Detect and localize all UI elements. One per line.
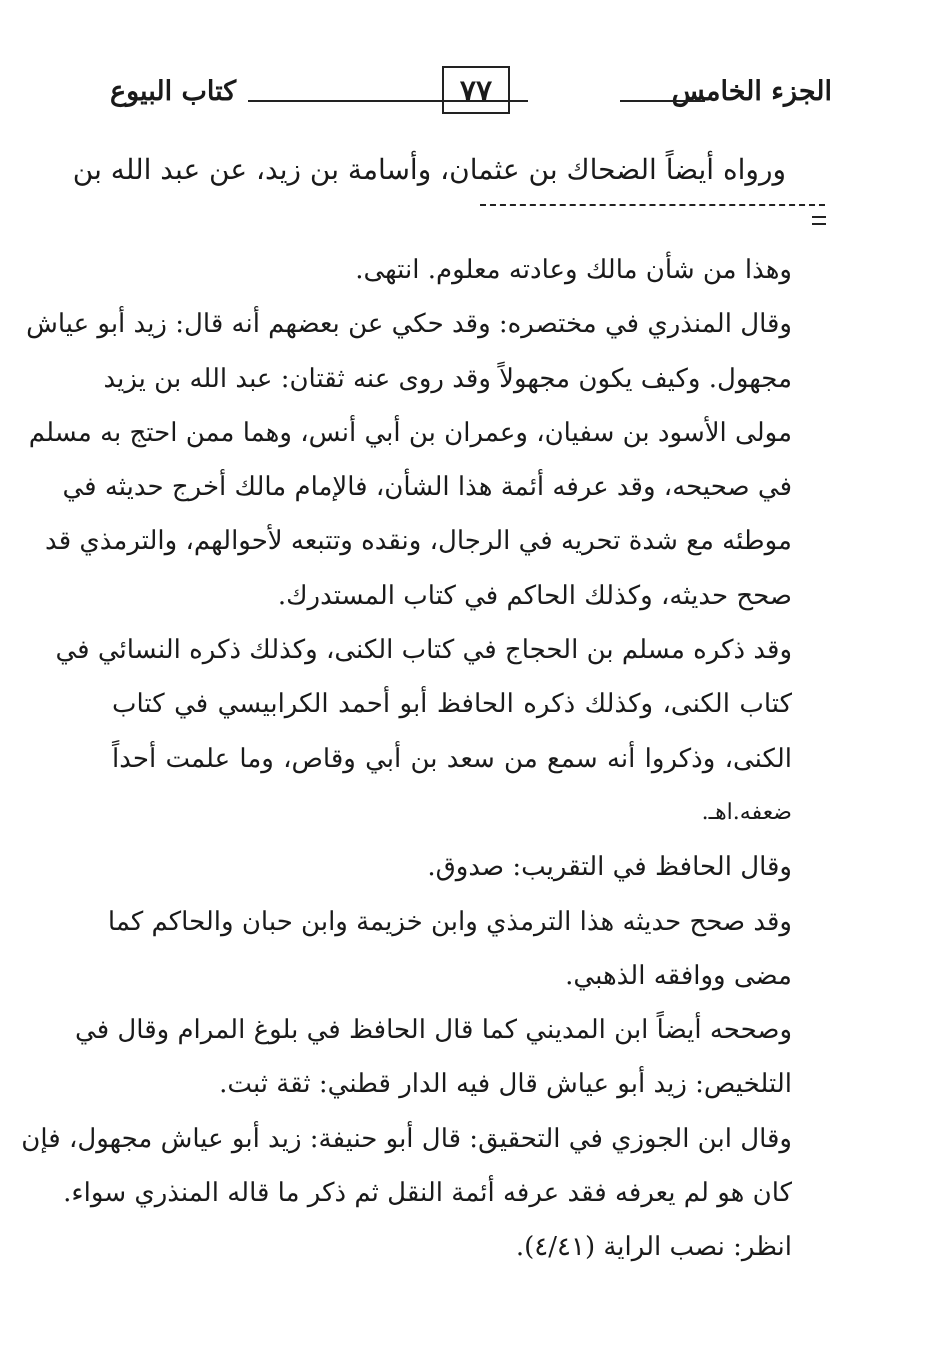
text-line: وقد ذكره مسلم بن الحجاج في كتاب الكنى، وكذلك ذكره النسائي في	[55, 635, 792, 666]
text-line: مجهول. وكيف يكون مجهولاً وقد روى عنه ثقتان: عبد الله بن يزيد	[103, 363, 792, 394]
text-line: موطئه مع شدة تحريه في الرجال، ونقده وتتبعه لأحوالهم، والترمذي قد	[45, 526, 792, 557]
text-line: ضعفه.اهـ.	[701, 799, 792, 825]
text-line: صحح حديثه، وكذلك الحاكم في كتاب المستدرك.	[277, 580, 792, 611]
header-part-title: الجزء الخامس	[671, 76, 832, 107]
footnote-separator	[480, 204, 825, 206]
text-line: كان هو لم يعرفه فقد عرفه أئمة النقل ثم ذكر ما قاله المنذري سواء.	[63, 1178, 792, 1209]
text-line: وهذا من شأن مالك وعادته معلوم. انتهى.	[355, 255, 792, 285]
text-line: وصححه أيضاً ابن المديني كما قال الحافظ في بلوغ المرام وقال في	[75, 1015, 792, 1046]
text-line: انظر: نصب الراية (٤/٤١).	[515, 1232, 792, 1263]
text-line: في صحيحه، وقد عرفه أئمة هذا الشأن، فالإمام مالك أخرج حديثه في	[62, 472, 792, 503]
running-header	[110, 66, 832, 126]
text-line: التلخيص: زيد أبو عياش قال فيه الدار قطني: ثقة ثبت.	[219, 1069, 792, 1100]
continuation-mark	[812, 216, 826, 225]
header-book-title: كتاب البيوع	[110, 76, 237, 107]
text-line: وقد صحح حديثه هذا الترمذي وابن خزيمة وابن حبان والحاكم كما	[107, 906, 792, 937]
header-rule-left	[248, 100, 528, 102]
text-line: مضى ووافقه الذهبي.	[565, 960, 792, 991]
text-line: وقال المنذري في مختصره: وقد حكي عن بعضهم أنه قال: زيد أبو عياش	[26, 309, 792, 340]
header-rule-right	[620, 100, 705, 102]
text-line: الكنى، وذكروا أنه سمع من سعد بن أبي وقاص، وما علمت أحداً	[112, 743, 792, 774]
text-line: مولى الأسود بن سفيان، وعمران بن أبي أنس، وهما ممن احتج به مسلم	[28, 417, 792, 448]
footnote-continuation: ورواه أيضاً الضحاك بن عثمان، وأسامة بن زيد، عن عبد الله بن	[72, 153, 786, 186]
text-line: كتاب الكنى، وكذلك ذكره الحافظ أبو أحمد الكرابيسي في كتاب	[112, 689, 792, 720]
page-number-box: ٧٧	[442, 66, 510, 114]
text-line: وقال ابن الجوزي في التحقيق: قال أبو حنيفة: زيد أبو عياش مجهول، فإن	[21, 1123, 792, 1154]
text-line: وقال الحافظ في التقريب: صدوق.	[427, 852, 792, 883]
body-text	[21, 243, 792, 1275]
